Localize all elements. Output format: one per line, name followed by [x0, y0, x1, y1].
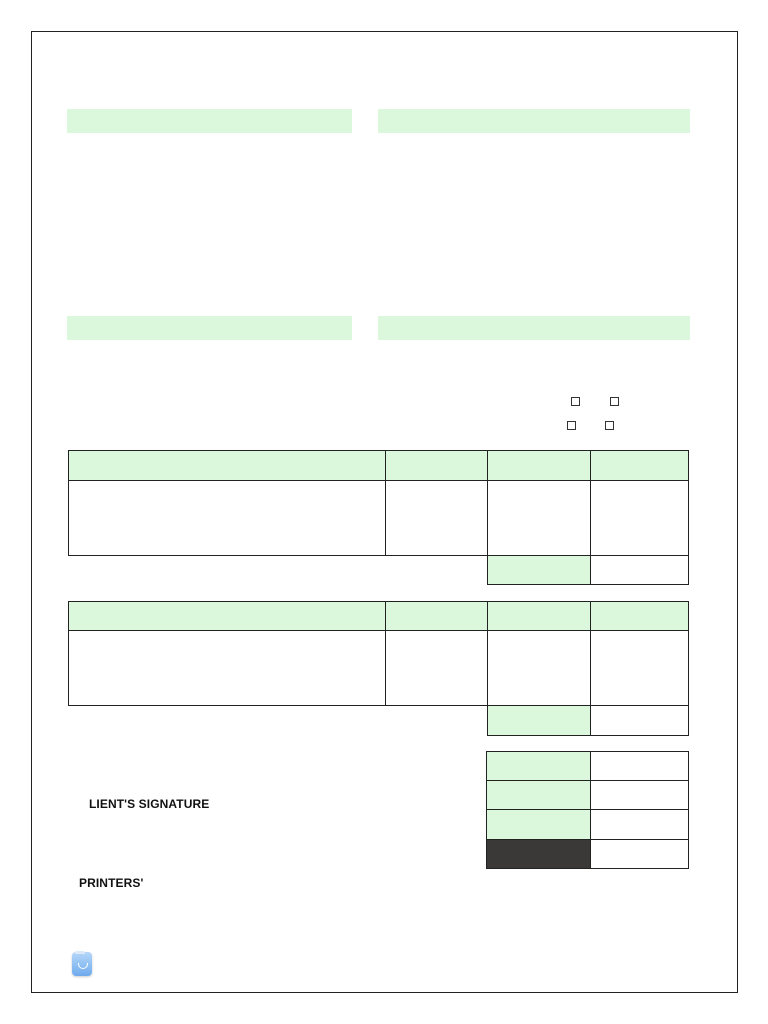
bill-from-header-band [67, 109, 352, 133]
rate-cell[interactable] [488, 631, 591, 706]
totals-row [487, 752, 689, 781]
amount-cell[interactable] [591, 481, 689, 556]
totals-row [487, 810, 689, 840]
table-row [69, 481, 689, 556]
totals-table [486, 751, 689, 869]
amount-header-cell [591, 451, 689, 481]
option-checkbox-3[interactable] [567, 421, 576, 430]
amount-cell[interactable] [591, 631, 689, 706]
client-signature-label: LIENT'S SIGNATURE [89, 797, 210, 811]
subtotal-row [69, 706, 689, 736]
totals-label-cell [487, 810, 591, 840]
qty-cell[interactable] [386, 631, 488, 706]
rate-header-cell [488, 451, 591, 481]
option-checkbox-2[interactable] [610, 397, 619, 406]
subtotal-value-cell[interactable] [591, 706, 689, 736]
table-row [69, 631, 689, 706]
subtotal-label-cell [488, 556, 591, 585]
qty-header-cell [386, 602, 488, 631]
subtotal-value-cell[interactable] [591, 556, 689, 585]
qty-header-cell [386, 451, 488, 481]
totals-value-cell[interactable] [591, 752, 689, 781]
amount-header-cell [591, 602, 689, 631]
grand-total-row [487, 840, 689, 869]
totals-value-cell[interactable] [591, 810, 689, 840]
totals-label-cell [487, 781, 591, 810]
subtotal-spacer [69, 706, 488, 736]
totals-value-cell[interactable] [591, 781, 689, 810]
description-cell[interactable] [69, 481, 386, 556]
grand-total-label-cell [487, 840, 591, 869]
table-header-row [69, 602, 689, 631]
rate-header-cell [488, 602, 591, 631]
printers-label: PRINTERS' [79, 876, 144, 890]
line-items-table-1 [68, 450, 689, 585]
description-header-cell [69, 451, 386, 481]
subtotal-label-cell [488, 706, 591, 736]
line-items-table-2 [68, 601, 689, 736]
grand-total-value-cell[interactable] [591, 840, 689, 869]
option-checkbox-1[interactable] [571, 397, 580, 406]
details-right-header-band [378, 316, 690, 340]
smile-glyph-icon [78, 963, 88, 969]
table-header-row [69, 451, 689, 481]
qty-cell[interactable] [386, 481, 488, 556]
details-left-header-band [67, 316, 352, 340]
bill-to-header-band [378, 109, 690, 133]
rate-cell[interactable] [488, 481, 591, 556]
subtotal-row [69, 556, 689, 585]
totals-row [487, 781, 689, 810]
option-checkbox-4[interactable] [605, 421, 614, 430]
description-header-cell [69, 602, 386, 631]
clipboard-app-icon[interactable] [72, 952, 92, 976]
subtotal-spacer [69, 556, 488, 585]
totals-label-cell [487, 752, 591, 781]
description-cell[interactable] [69, 631, 386, 706]
